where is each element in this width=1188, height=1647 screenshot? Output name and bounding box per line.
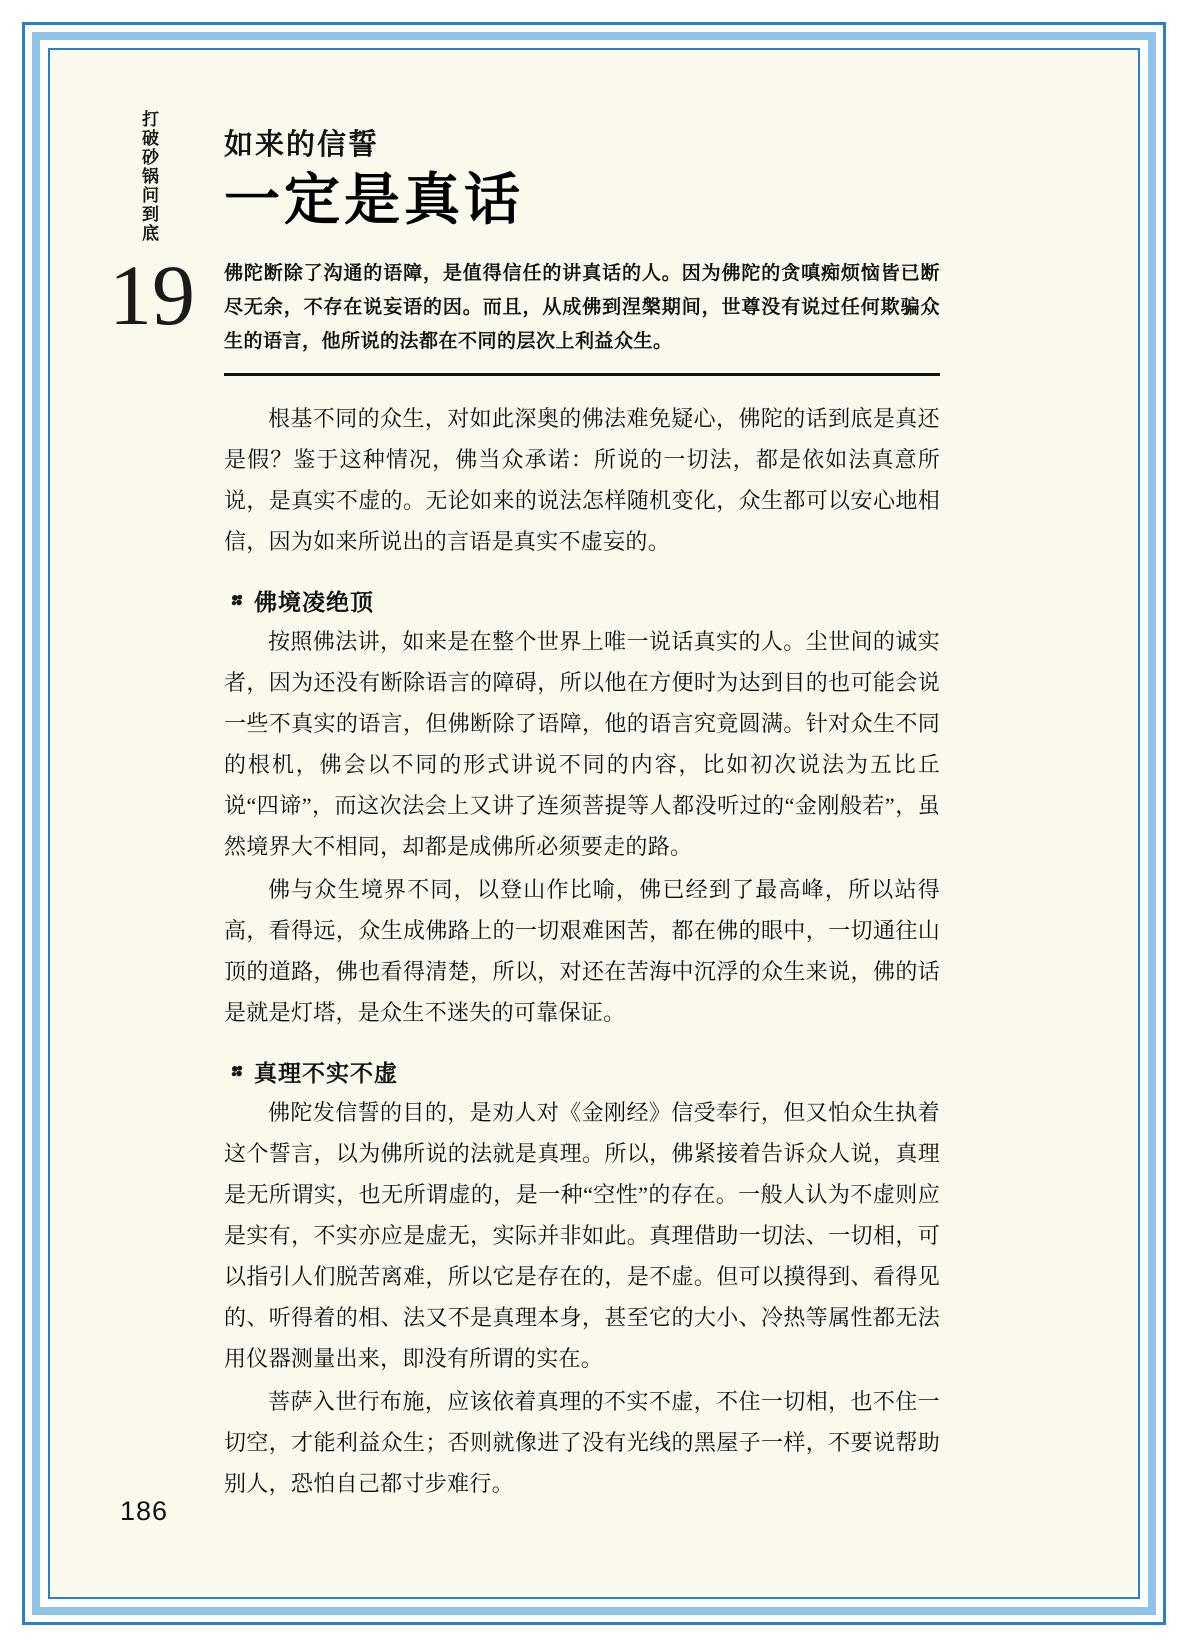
chapter-number: 19: [109, 247, 195, 343]
running-head: 打破砂锅问到底: [139, 110, 158, 243]
text-column: [224, 110, 940, 1506]
page-number: 186: [120, 1496, 169, 1526]
page-title: 一定是真话: [224, 168, 524, 231]
body-paragraph: 佛与众生境界不同，以登山作比喻，佛已经到了最高峰，所以站得高，看得远，众生成佛路上的一切艰难困苦，都在佛的眼中，一切通往山顶的道路，佛也看得清楚，所以，对还在苦海中沉浮的众生来说，佛的话是就是灯塔，是众生不迷失的可靠保证。: [224, 877, 940, 1025]
section-heading: [224, 584, 940, 617]
body-paragraph: 根基不同的众生，对如此深奥的佛法难免疑心，佛陀的话到底是真还是假？鉴于这种情况，佛当众承诺：所说的一切法，都是依如法真意所说，是真实不虚的。无论如来的说法怎样随机变化，众生都可以安心地相信，因为如来所说出的言语是真实不虚妄的。: [224, 406, 940, 554]
article-kicker: 如来的信誓: [224, 129, 380, 161]
section-heading-label: 佛境凌绝顶: [254, 590, 374, 615]
body-paragraph: 佛陀发信誓的目的，是劝人对《金刚经》信受奉行，但又怕众生执着这个誓言，以为佛所说的法就是真理。所以，佛紧接着告诉众人说，真理是无所谓实，也无所谓虚的，是一种“空性”的存在。一般人认为不虚则应是实有，不实亦应是虚无，实际并非如此。真理借助一切法、一切相，可以指引人们脱苦离难，所以它是存在的，是不虚。但可以摸得到、看得见的、听得着的相、法又不是真理本身，甚至它的大小、冷热等属性都无法用仪器测量出来，即没有所谓的实在。: [224, 1100, 940, 1371]
section-heading: [224, 1055, 940, 1088]
page-content: [52, 52, 1136, 1595]
section-heading-label: 真理不实不虚: [254, 1061, 398, 1086]
divider: [224, 373, 940, 376]
flower-bullet-icon: [230, 1064, 245, 1079]
body-paragraph: 按照佛法讲，如来是在整个世界上唯一说话真实的人。尘世间的诚实者，因为还没有断除语言的障碍，所以他在方便时为达到目的也可能会说一些不真实的语言，但佛断除了语障，他的语言究竟圆满。针对众生不同的根机，佛会以不同的形式讲说不同的内容，比如初次说法为五比丘说“四谛”，而这次法会上又讲了连须菩提等人都没听过的“金刚般若”，虽然境界大不相同，却都是成佛所必须要走的路。: [224, 629, 940, 859]
lede-paragraph: 佛陀断除了沟通的语障，是值得信任的讲真话的人。因为佛陀的贪嗔痴烦恼皆已断尽无余，不存在说妄语的因。而且，从成佛到涅槃期间，世尊没有说过任何欺骗众生的语言，他所说的法都在不同的层次上利益众生。: [224, 263, 940, 352]
body-paragraph: 菩萨入世行布施，应该依着真理的不实不虚，不住一切相，也不住一切空，才能利益众生；否则就像进了没有光线的黑屋子一样，不要说帮助别人，恐怕自己都寸步难行。: [224, 1389, 940, 1496]
flower-bullet-icon: [230, 593, 245, 608]
